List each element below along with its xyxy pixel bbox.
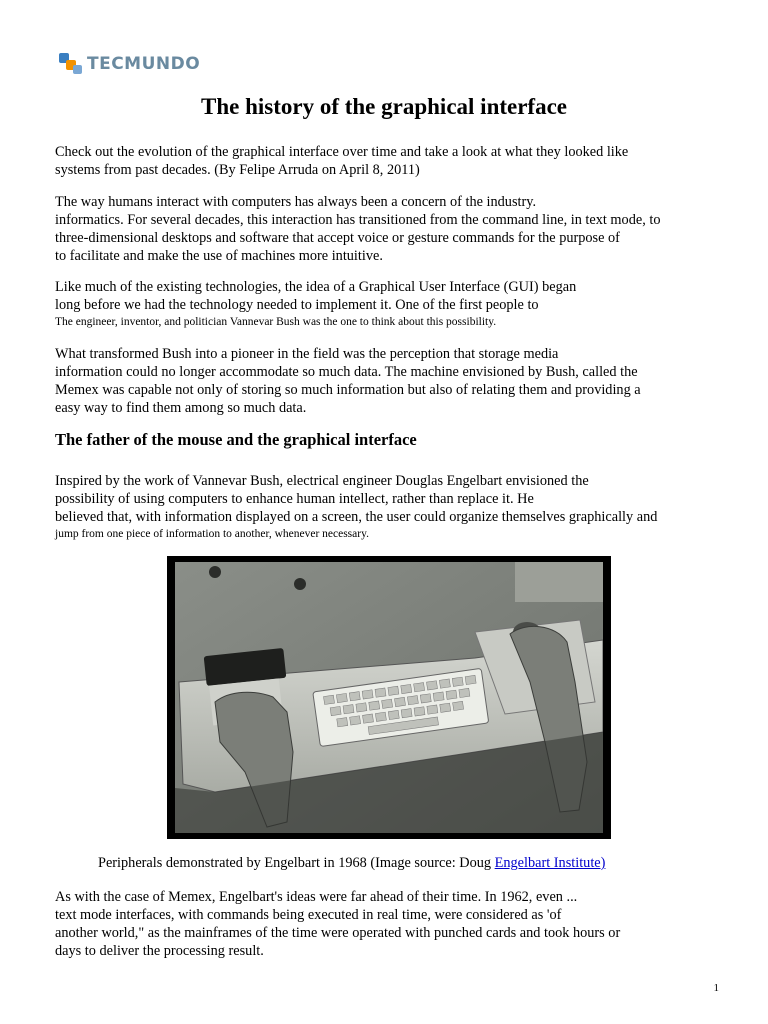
text-line: easy way to find them among so much data. [55, 400, 307, 416]
tecmundo-logo-icon [58, 51, 84, 77]
text-line: Check out the evolution of the graphical interface over time and take a look at what they looked like [55, 144, 629, 160]
text-line: long before we had the technology needed to implement it. One of the first people to [55, 297, 539, 313]
text-line: informatics. For several decades, this interaction has transitioned from the command line, in text mode, to [55, 212, 661, 228]
page-number: 1 [713, 982, 719, 994]
gui-paragraph [55, 278, 715, 330]
text-line: possibility of using computers to enhance human intellect, rather than replace it. He [55, 491, 534, 507]
tecmundo-logo [58, 50, 200, 78]
text-line: another world," as the mainframes of the time were operated with punched cards and took hours or [55, 925, 621, 941]
text-line: The engineer, inventor, and politician Vannevar Bush was the one to think about this possibility. [55, 316, 497, 328]
text-line: As with the case of Memex, Engelbart's ideas were far ahead of their time. In 1962, even ... [55, 889, 578, 905]
photo-caption [98, 854, 605, 872]
logo-text: TECMUNDO [87, 54, 201, 74]
text-line: three-dimensional desktops and software that accept voice or gesture commands for the purpose of [55, 230, 620, 246]
text-line: text mode interfaces, with commands being executed in real time, were considered as 'of [55, 907, 562, 923]
engelbart-peripherals-photo [167, 556, 611, 839]
text-line: systems from past decades. (By Felipe Arruda on April 8, 2011) [55, 162, 420, 178]
text-line: information could no longer accommodate so much data. The machine envisioned by Bush, called the [55, 364, 638, 380]
peripherals-image [175, 562, 603, 833]
caption-text: Peripherals demonstrated by Engelbart in 1968 (Image source: Doug [98, 855, 495, 871]
text-line: Memex was capable not only of storing so much information but also of relating them and providing a [55, 382, 641, 398]
text-line: days to deliver the processing result. [55, 943, 264, 959]
text-line: to facilitate and make the use of machines more intuitive. [55, 248, 383, 264]
text-line: The way humans interact with computers has always been a concern of the industry. [55, 194, 537, 210]
intro-paragraph [55, 143, 715, 179]
text-line: jump from one piece of information to another, whenever necessary. [55, 528, 369, 540]
text-line: What transformed Bush into a pioneer in the field was the perception that storage media [55, 346, 559, 362]
page-title: The history of the graphical interface [200, 94, 568, 119]
industry-paragraph [55, 193, 715, 265]
engelbart-paragraph [55, 472, 715, 542]
engelbart-institute-link[interactable]: Engelbart Institute) [494, 855, 606, 871]
text-line: believed that, with information displayed on a screen, the user could organize themselves graphically and [55, 509, 658, 525]
text-line: Inspired by the work of Vannevar Bush, electrical engineer Douglas Engelbart envisioned the [55, 473, 589, 489]
bush-paragraph [55, 345, 715, 417]
memex-paragraph [55, 888, 715, 960]
section-heading: The father of the mouse and the graphical interface [55, 430, 417, 449]
text-line: Like much of the existing technologies, the idea of a Graphical User Interface (GUI) began [55, 279, 577, 295]
